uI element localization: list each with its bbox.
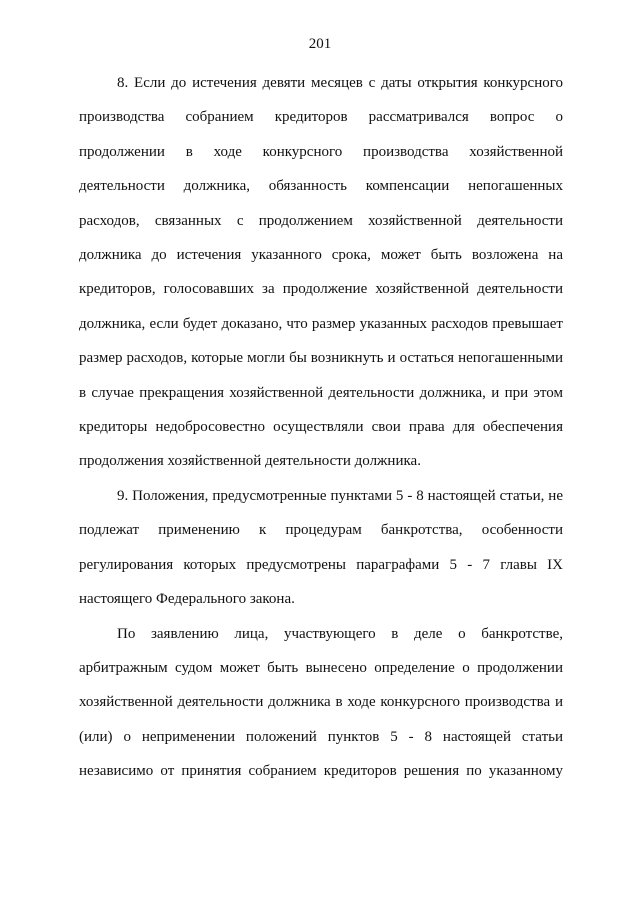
paragraph-court-ruling: По заявлению лица, участвующего в деле о банкротстве, арбитражным судом может быть вынесено определение о продолжении хозяйственной деятельности должника в ходе конкурсного производства и (или) о неприменении положений пунктов 5 - 8 настоящей статьи независимо от принятия собранием кредиторов решения по указанному [79, 625, 563, 780]
paragraph-item-8: 8. Если до истечения девяти месяцев с даты открытия конкурсного производства собранием кредиторов рассматривался вопрос о продолжении в ходе конкурсного производства хозяйственной деятельности должника, обязанность компенсации непогашенных расходов, связанных с продолжением хозяйственной деятельности должника до истечения указанного срока, может быть возложена на кредиторов, голосовавших за продолжение хозяйственной деятельности должника, если будет доказано, что размер указанных расходов превышает размер расходов, которые могли бы возникнуть и остаться непогашенными в случае прекращения хозяйственной деятельности должника, и при этом кредиторы недобросовестно осуществляли свои права для обеспечения продолжения хозяйственной деятельности должника. [79, 75, 563, 470]
document-body [79, 66, 563, 789]
paragraph-item-9: 9. Положения, предусмотренные пунктами 5 - 8 настоящей статьи, не подлежат применению к процедурам банкротства, особенности регулирования которых предусмотрены параграфами 5 - 7 главы IX настоящего Федерального закона. [79, 487, 563, 608]
page-number: 201 [308, 36, 332, 52]
